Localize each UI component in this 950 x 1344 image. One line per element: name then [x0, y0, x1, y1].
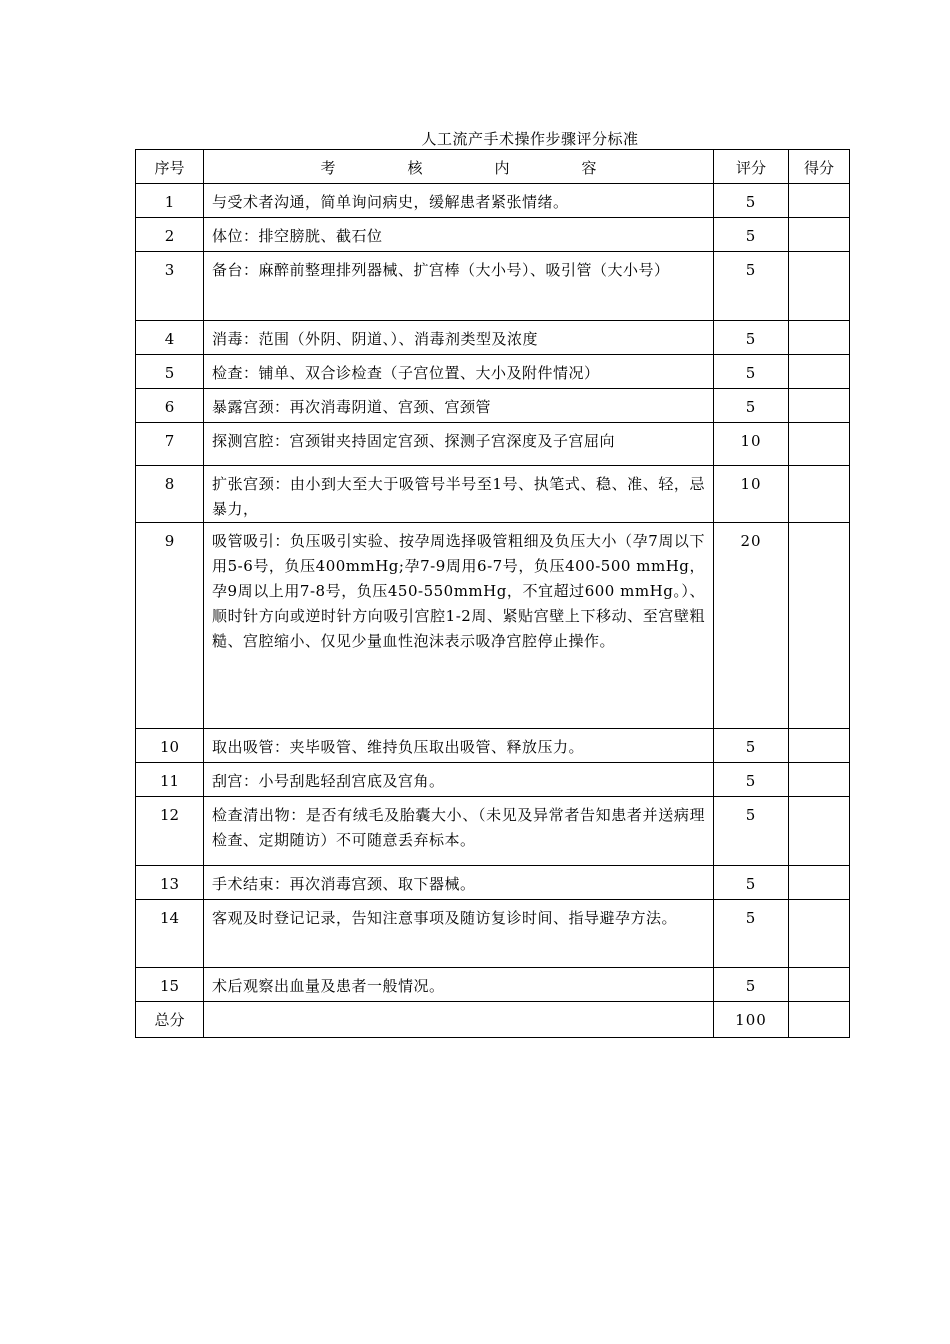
row-no: 4: [136, 321, 204, 355]
table-row: [136, 321, 850, 355]
row-content: 客观及时登记记录，告知注意事项及随访复诊时间、指导避孕方法。: [204, 900, 714, 968]
table-row: [136, 523, 850, 729]
row-content: 手术结束：再次消毒宫颈、取下器械。: [204, 866, 714, 900]
row-score-cell: [789, 423, 850, 466]
header-content: 考核内容: [204, 150, 714, 184]
table-header-row: [136, 150, 850, 184]
table-row: [136, 355, 850, 389]
row-points: 20: [714, 523, 789, 729]
table-row: [136, 389, 850, 423]
table-row: [136, 466, 850, 523]
row-points: 5: [714, 184, 789, 218]
total-content-cell: [204, 1002, 714, 1038]
table-row: [136, 729, 850, 763]
row-content: 与受术者沟通，简单询问病史，缓解患者紧张情绪。: [204, 184, 714, 218]
row-content: 取出吸管：夹毕吸管、维持负压取出吸管、释放压力。: [204, 729, 714, 763]
row-points: 5: [714, 218, 789, 252]
row-points: 5: [714, 729, 789, 763]
row-content: 术后观察出血量及患者一般情况。: [204, 968, 714, 1002]
header-score: 得分: [789, 150, 850, 184]
row-content: 吸管吸引：负压吸引实验、按孕周选择吸管粗细及负压大小（孕7周以下用5-6号，负压400mmHg;孕7-9周用6-7号，负压400-500 mmHg，孕9周以上用7-8号，负压450-550mmHg，不宜超过600 mmHg。）、顺时针方向或逆时针方向吸引宫腔1-2周、紧贴宫壁上下移动、至宫壁粗糙、宫腔缩小、仅见少量血性泡沫表示吸净宫腔停止操作。: [204, 523, 714, 729]
row-no: 8: [136, 466, 204, 523]
row-no: 9: [136, 523, 204, 729]
row-no: 12: [136, 797, 204, 866]
row-points: 5: [714, 763, 789, 797]
row-score-cell: [789, 389, 850, 423]
row-content: 刮宫：小号刮匙轻刮宫底及宫角。: [204, 763, 714, 797]
total-points: 100: [714, 1002, 789, 1038]
row-no: 1: [136, 184, 204, 218]
table-row: [136, 763, 850, 797]
total-score-cell: [789, 1002, 850, 1038]
row-score-cell: [789, 184, 850, 218]
row-score-cell: [789, 355, 850, 389]
table-total-row: [136, 1002, 850, 1038]
table-row: [136, 252, 850, 321]
table-row: [136, 184, 850, 218]
row-content: 探测宫腔：宫颈钳夹持固定宫颈、探测子宫深度及子宫屈向: [204, 423, 714, 466]
row-no: 3: [136, 252, 204, 321]
row-content: 扩张宫颈：由小到大至大于吸管号半号至1号、执笔式、稳、准、轻，忌暴力，: [204, 466, 714, 523]
row-points: 10: [714, 466, 789, 523]
row-points: 5: [714, 252, 789, 321]
row-points: 5: [714, 797, 789, 866]
row-score-cell: [789, 466, 850, 523]
row-score-cell: [789, 321, 850, 355]
row-content: 备台：麻醉前整理排列器械、扩宫棒（大小号）、吸引管（大小号）: [204, 252, 714, 321]
row-no: 6: [136, 389, 204, 423]
table-row: [136, 866, 850, 900]
row-points: 5: [714, 389, 789, 423]
row-points: 10: [714, 423, 789, 466]
row-no: 14: [136, 900, 204, 968]
document-title: 人工流产手术操作步骤评分标准: [421, 130, 639, 148]
row-score-cell: [789, 523, 850, 729]
row-content: 检查：铺单、双合诊检查（子宫位置、大小及附件情况）: [204, 355, 714, 389]
row-content: 体位：排空膀胱、截石位: [204, 218, 714, 252]
table-row: [136, 218, 850, 252]
table-row: [136, 423, 850, 466]
total-label: 总分: [136, 1002, 204, 1038]
header-points: 评分: [714, 150, 789, 184]
row-no: 15: [136, 968, 204, 1002]
row-points: 5: [714, 355, 789, 389]
row-score-cell: [789, 968, 850, 1002]
row-no: 7: [136, 423, 204, 466]
row-no: 2: [136, 218, 204, 252]
scoring-table: [135, 149, 850, 1038]
row-points: 5: [714, 321, 789, 355]
row-no: 11: [136, 763, 204, 797]
header-no: 序号: [136, 150, 204, 184]
table-row: [136, 968, 850, 1002]
row-score-cell: [789, 900, 850, 968]
row-no: 5: [136, 355, 204, 389]
row-score-cell: [789, 729, 850, 763]
row-score-cell: [789, 252, 850, 321]
row-points: 5: [714, 900, 789, 968]
row-no: 10: [136, 729, 204, 763]
table-row: [136, 797, 850, 866]
row-score-cell: [789, 763, 850, 797]
row-content: 检查清出物：是否有绒毛及胎囊大小、（未见及异常者告知患者并送病理检查、定期随访）不可随意丢弃标本。: [204, 797, 714, 866]
row-points: 5: [714, 866, 789, 900]
row-score-cell: [789, 866, 850, 900]
row-content: 消毒：范围（外阴、阴道、）、消毒剂类型及浓度: [204, 321, 714, 355]
row-score-cell: [789, 797, 850, 866]
row-score-cell: [789, 218, 850, 252]
row-points: 5: [714, 968, 789, 1002]
table-row: [136, 900, 850, 968]
row-no: 13: [136, 866, 204, 900]
row-content: 暴露宫颈：再次消毒阴道、宫颈、宫颈管: [204, 389, 714, 423]
